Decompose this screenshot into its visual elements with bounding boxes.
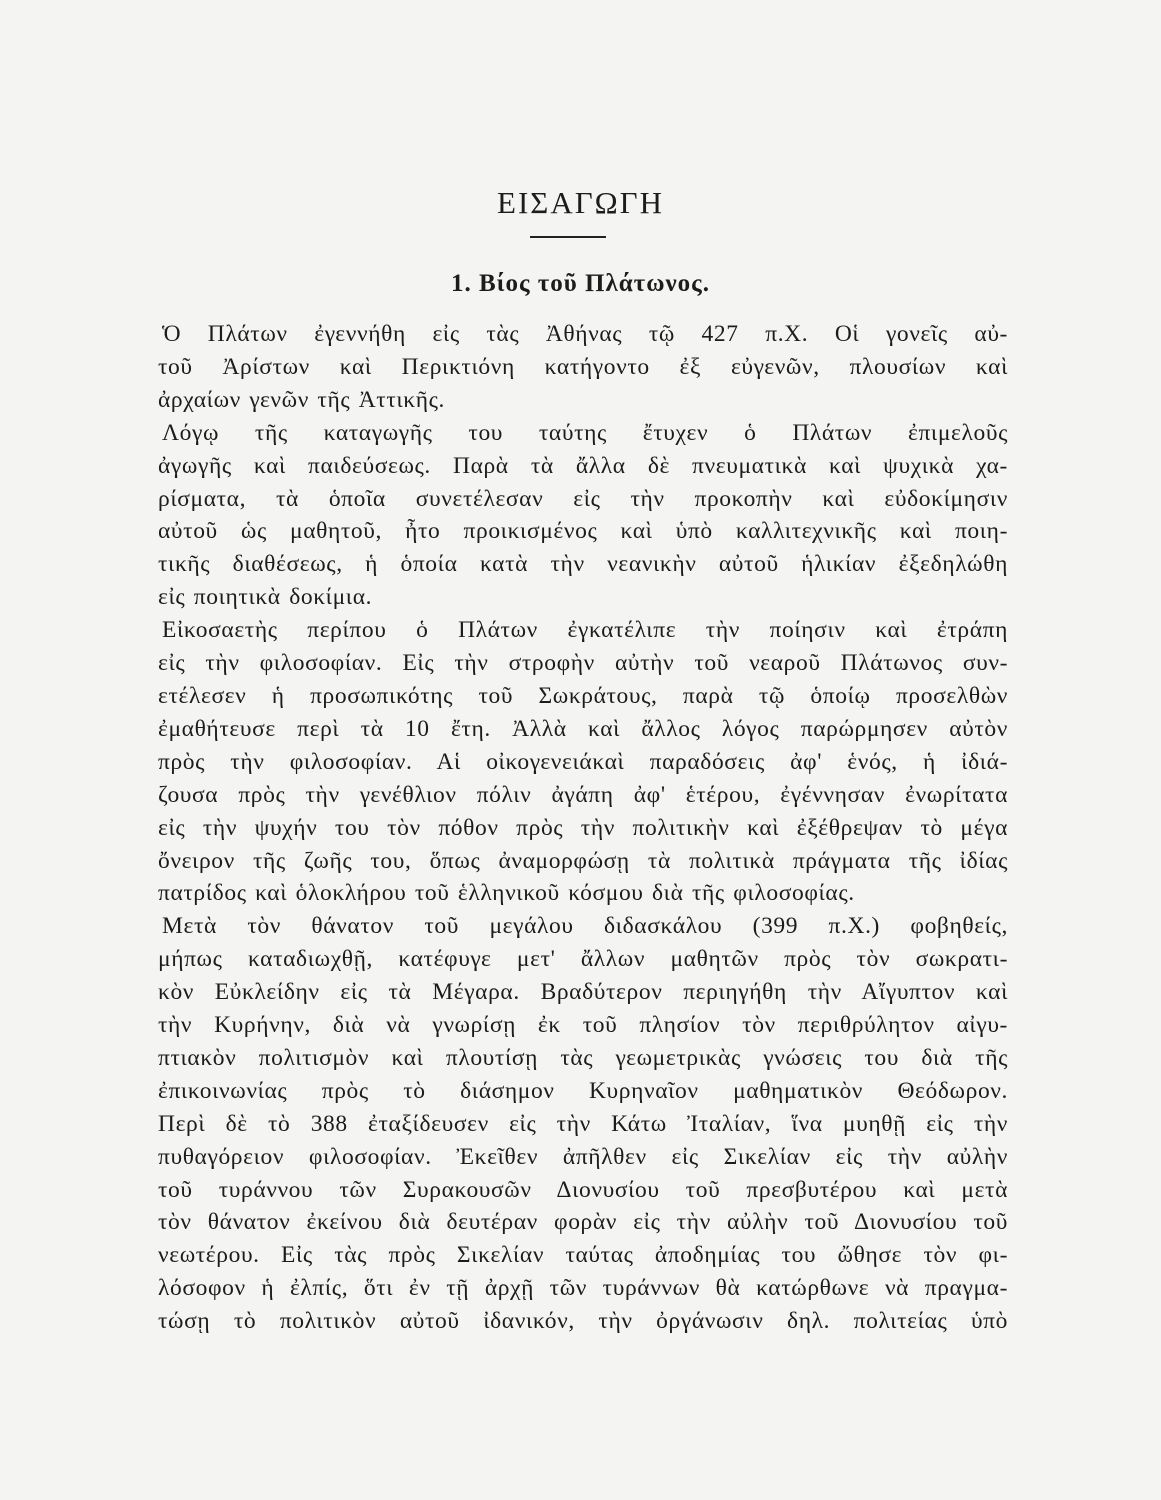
text-line: ὄνειρον τῆς ζωῆς του, ὅπως ἀναμορφώσῃ τὰ πολιτικὰ πράγματα τῆς ἰδίας [158,847,1008,874]
text-line: τὸν θάνατον ἐκείνου διὰ δευτέραν φορὰν εἰς τὴν αὐλὴν τοῦ Διονυσίου τοῦ [158,1209,1008,1236]
text-line: Περὶ δὲ τὸ 388 ἐταξίδευσεν εἰς τὴν Κάτω Ἰταλίαν, ἵνα μυηθῇ εἰς τὴν [158,1110,1008,1137]
text-line: τώσῃ τὸ πολιτικὸν αὐτοῦ ἰδανικόν, τὴν ὀργάνωσιν δηλ. πολιτείας ὑπὸ [158,1308,1008,1335]
text-line: κὸν Εὐκλείδην εἰς τὰ Μέγαρα. Βραδύτερον περιηγήθη τὴν Αἴγυπτον καὶ [158,979,1008,1006]
text-line: πρὸς τὴν φιλοσοφίαν. Αἱ οἰκογενειάκαὶ παραδόσεις ἀφ' ἑνός, ἡ ἰδιά- [158,748,1008,775]
text-line: εἰς τὴν ψυχήν του τὸν πόθον πρὸς τὴν πολιτικὴν καὶ ἐξέθρεψαν τὸ μέγα [158,814,1008,841]
text-line: εἰς τὴν φιλοσοφίαν. Εἰς τὴν στροφὴν αὐτὴν τοῦ νεαροῦ Πλάτωνος συν- [158,650,1008,677]
text-line: Λόγῳ τῆς καταγωγῆς του ταύτης ἔτυχεν ὁ Πλάτων ἐπιμελοῦς [162,419,1008,446]
text-line: ἐμαθήτευσε περὶ τὰ 10 ἔτη. Ἀλλὰ καὶ ἄλλος λόγος παρώρμησεν αὐτὸν [158,715,1008,742]
text-line: τοῦ τυράννου τῶν Συρακουσῶν Διονυσίου τοῦ πρεσβυτέρου καὶ μετὰ [158,1176,1008,1203]
text-line: Ὁ Πλάτων ἐγεννήθη εἰς τὰς Ἀθήνας τῷ 427 π.Χ. Οἱ γονεῖς αὐ- [162,321,1008,347]
section-heading: 1. Βίος τοῦ Πλάτωνος. [451,270,710,297]
text-line: τὴν Κυρήνην, διὰ νὰ γνωρίσῃ ἐκ τοῦ πλησίον τὸν περιθρύλητον αἰγυ- [158,1012,1008,1039]
text-line: ἐπικοινωνίας πρὸς τὸ διάσημον Κυρηναῖον μαθηματικὸν Θεόδωρον. [158,1077,1008,1104]
text-line: ἀγωγῆς καὶ παιδεύσεως. Παρὰ τὰ ἄλλα δὲ πνευματικὰ καὶ ψυχικὰ χα- [158,452,1008,479]
text-line: νεωτέρου. Εἰς τὰς πρὸς Σικελίαν ταύτας ἀποδημίας του ὤθησε τὸν φι- [158,1242,1008,1269]
chapter-title: ΕΙΣΑΓΩΓΗ [497,185,664,220]
text-line: εἰς ποιητικὰ δοκίμια. [158,584,373,611]
text-line: ετέλεσεν ἡ προσωπικότης τοῦ Σωκράτους, παρὰ τῷ ὁποίῳ προσελθὼν [158,682,1008,709]
text-line: αὐτοῦ ὡς μαθητοῦ, ἦτο προικισμένος καὶ ὑπὸ καλλιτεχνικῆς καὶ ποιη- [158,518,1008,545]
body-text [158,318,1008,1338]
text-line: λόσοφον ἡ ἐλπίς, ὅτι ἐν τῇ ἀρχῇ τῶν τυράννων θὰ κατώρθωνε νὰ πραγμα- [158,1275,1008,1302]
text-line: Μετὰ τὸν θάνατον τοῦ μεγάλου διδασκάλου (399 π.Χ.) φοβηθείς, [162,913,1008,940]
text-line: ἀρχαίων γενῶν τῆς Ἀττικῆς. [158,386,446,413]
text-line: τικῆς διαθέσεως, ἡ ὁποία κατὰ τὴν νεανικὴν αὐτοῦ ἡλικίαν ἐξεδηλώθη [158,551,1008,578]
text-line: ζουσα πρὸς τὴν γενέθλιον πόλιν ἀγάπη ἀφ' ἑτέρου, ἐγέννησαν ἐνωρίτατα [158,781,1008,808]
text-line: πτιακὸν πολιτισμὸν καὶ πλουτίσῃ τὰς γεωμετρικὰς γνώσεις του διὰ τῆς [158,1044,1008,1071]
text-line: ρίσματα, τὰ ὁποῖα συνετέλεσαν εἰς τὴν προκοπὴν καὶ εὐδοκίμησιν [158,485,1008,512]
text-line: Εἰκοσαετὴς περίπου ὁ Πλάτων ἐγκατέλιπε τὴν ποίησιν καὶ ἐτράπη [162,617,1008,644]
text-line: πατρίδος καὶ ὁλοκλήρου τοῦ ἑλληνικοῦ κόσμου διὰ τῆς φιλοσοφίας. [158,880,855,907]
text-line: τοῦ Ἀρίστων καὶ Περικτιόνη κατήγοντο ἐξ εὐγενῶν, πλουσίων καὶ [158,353,1008,380]
text-line: μήπως καταδιωχθῇ, κατέφυγε μετ' ἄλλων μαθητῶν πρὸς τὸν σωκρατι- [158,946,1008,973]
text-line: πυθαγόρειον φιλοσοφίαν. Ἐκεῖθεν ἀπῆλθεν εἰς Σικελίαν εἰς τὴν αὐλὴν [158,1143,1008,1170]
title-divider [530,236,606,238]
